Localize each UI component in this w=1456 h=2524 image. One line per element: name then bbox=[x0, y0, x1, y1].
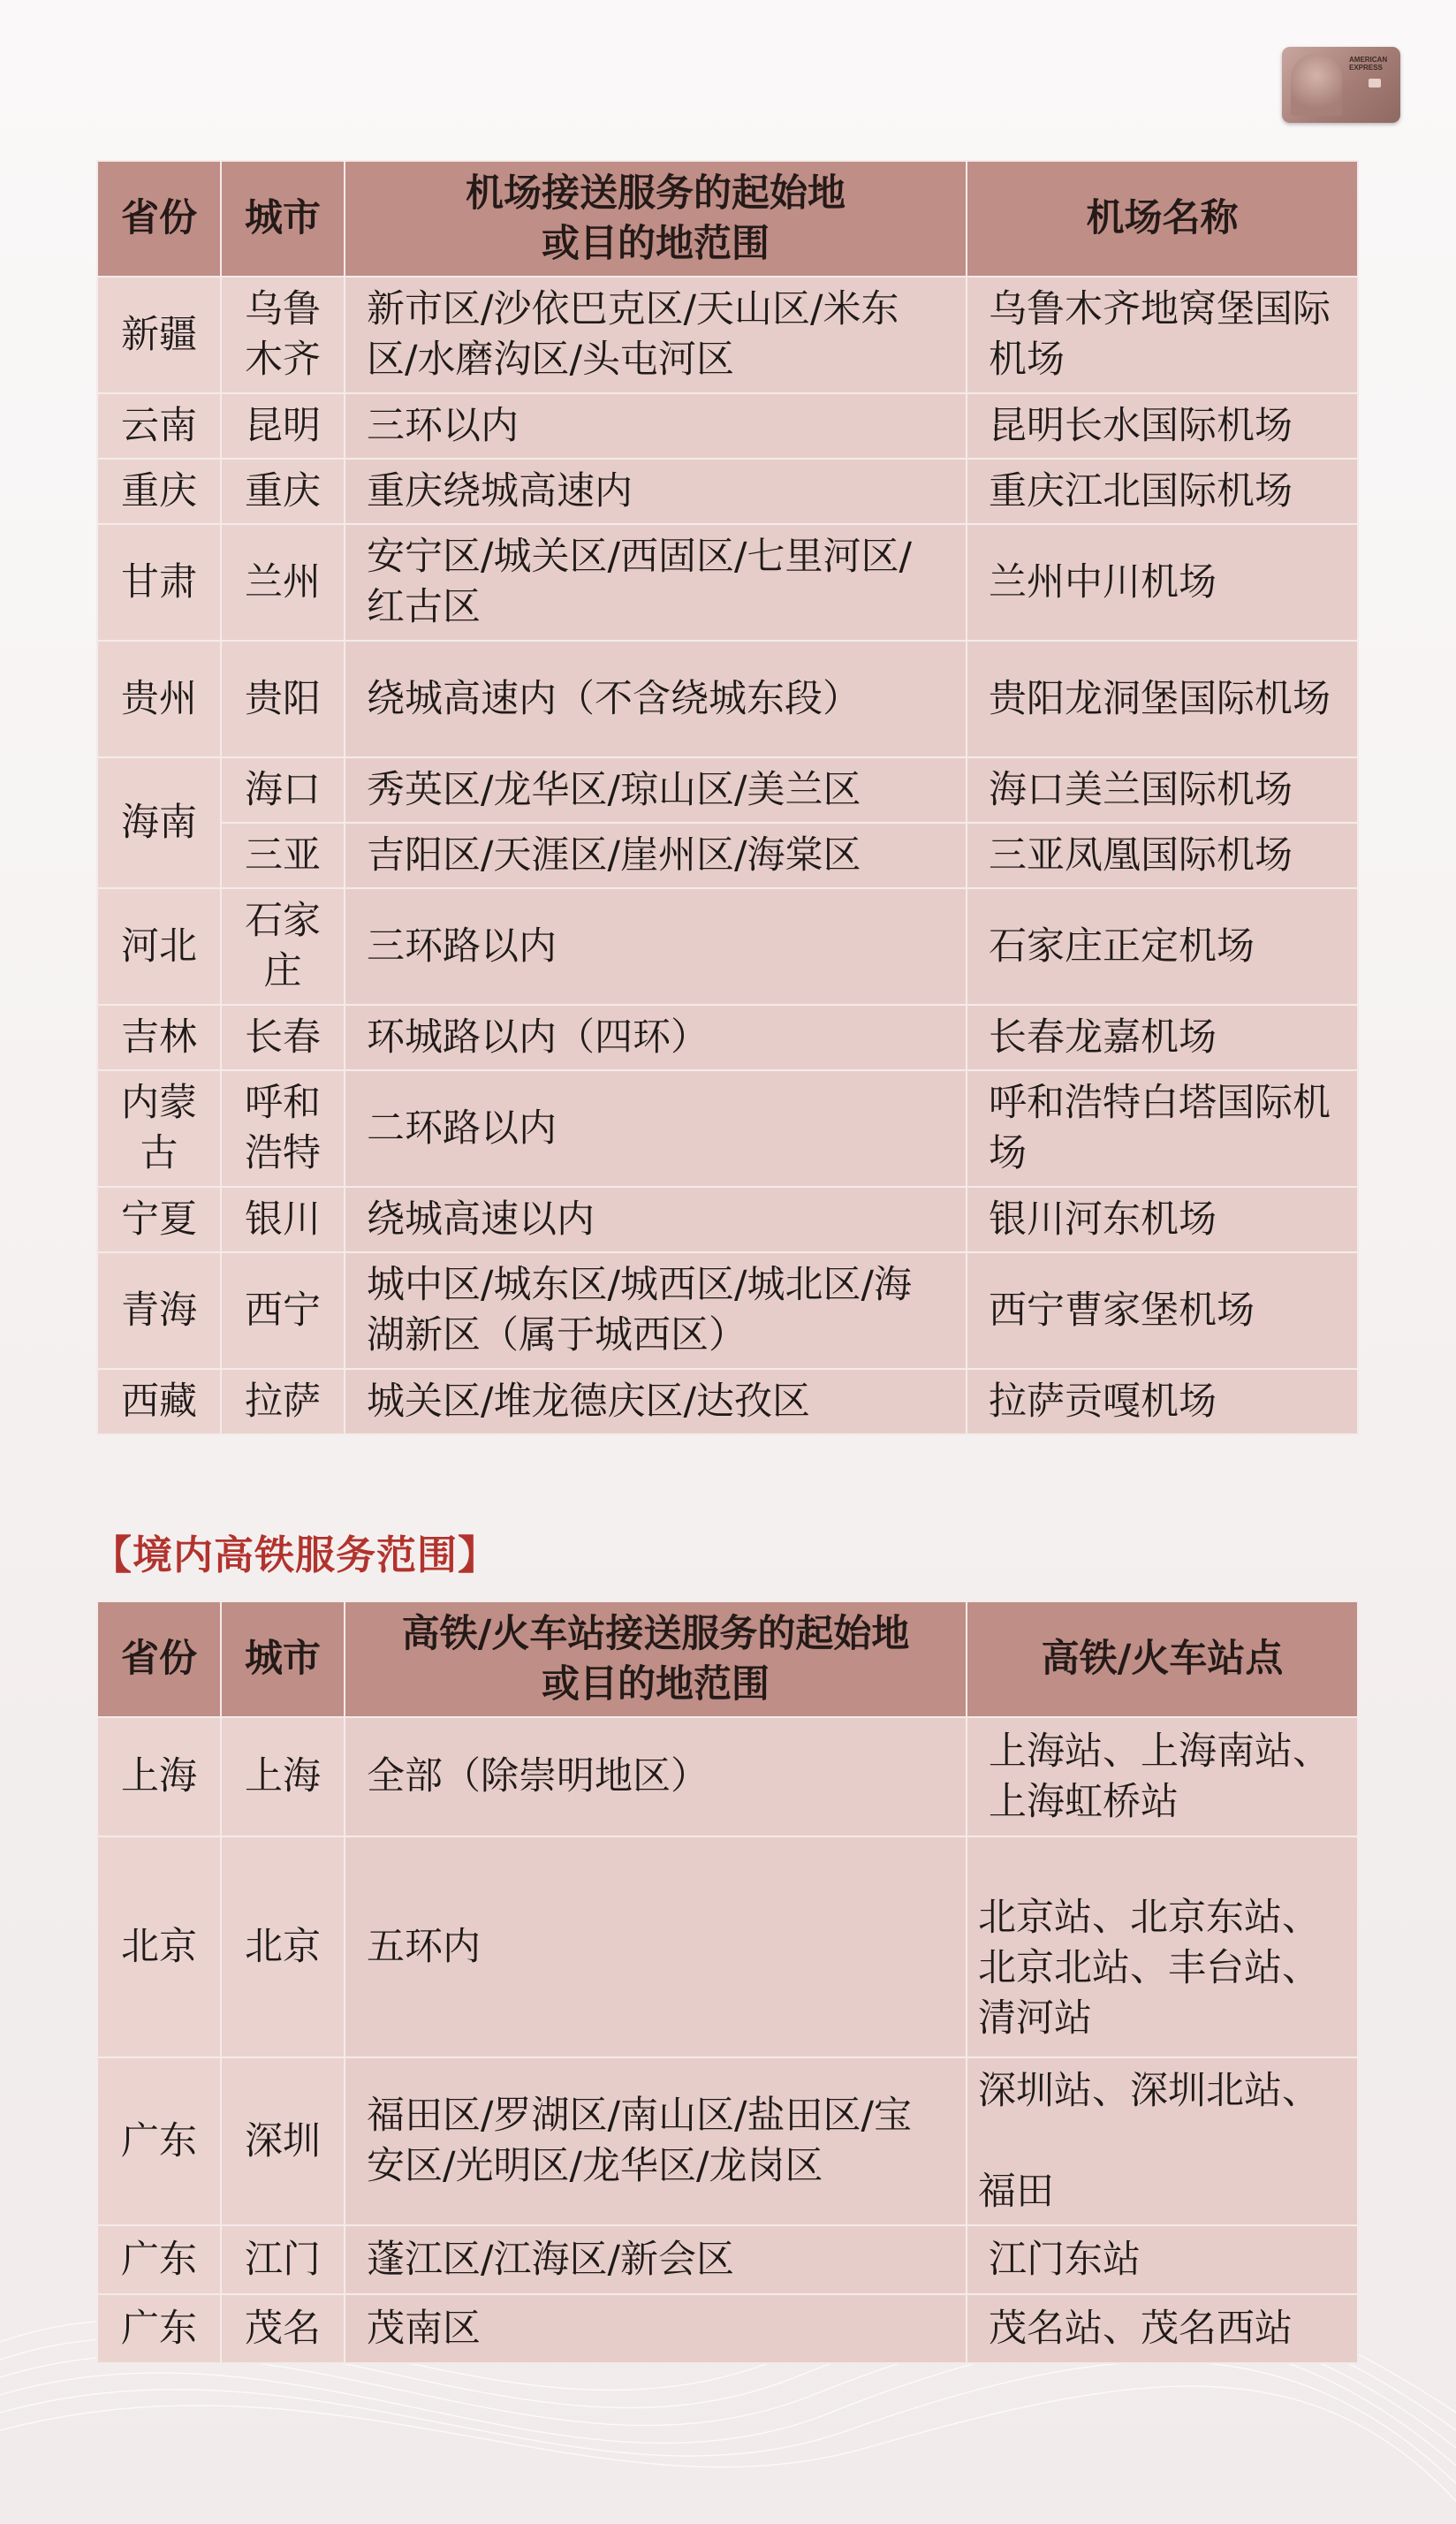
table-row bbox=[97, 757, 1358, 823]
cell-province: 海南 bbox=[97, 757, 221, 888]
cell-city: 深圳 bbox=[221, 2057, 345, 2225]
cell-area: 秀英区/龙华区/琼山区/美兰区 bbox=[345, 757, 967, 823]
cell-city: 昆明 bbox=[221, 393, 345, 459]
header-province: 省份 bbox=[97, 161, 221, 277]
cell-airport-name: 拉萨贡嘎机场 bbox=[967, 1369, 1358, 1434]
cell-city: 重庆 bbox=[221, 459, 345, 524]
table-row bbox=[97, 524, 1358, 641]
cell-province: 上海 bbox=[97, 1717, 221, 1836]
table-row bbox=[97, 277, 1358, 393]
cell-area: 蓬江区/江海区/新会区 bbox=[345, 2225, 967, 2294]
cell-province: 贵州 bbox=[97, 641, 221, 757]
cell-airport-name: 海口美兰国际机场 bbox=[967, 757, 1358, 823]
cell-airport-name: 昆明长水国际机场 bbox=[967, 393, 1358, 459]
table-row bbox=[97, 1369, 1358, 1434]
cell-city: 石家 庄 bbox=[221, 888, 345, 1005]
table-row bbox=[97, 1836, 1358, 2057]
cell-area: 绕城高速以内 bbox=[345, 1187, 967, 1252]
header-city: 城市 bbox=[221, 1601, 345, 1717]
cell-province: 吉林 bbox=[97, 1005, 221, 1070]
cell-province: 西藏 bbox=[97, 1369, 221, 1434]
card-logo: AMERICAN EXPRESS bbox=[1349, 56, 1388, 72]
table-row bbox=[97, 1187, 1358, 1252]
cell-province: 广东 bbox=[97, 2294, 221, 2363]
table-row bbox=[97, 1005, 1358, 1070]
cell-area: 环城路以内（四环） bbox=[345, 1005, 967, 1070]
cell-airport-name: 兰州中川机场 bbox=[967, 524, 1358, 641]
cell-province: 广东 bbox=[97, 2057, 221, 2225]
cell-city: 海口 bbox=[221, 757, 345, 823]
cell-area: 绕城高速内（不含绕城东段） bbox=[345, 641, 967, 757]
table-row bbox=[97, 888, 1358, 1005]
table-row bbox=[97, 2225, 1358, 2294]
cell-province: 青海 bbox=[97, 1252, 221, 1369]
cell-province: 云南 bbox=[97, 393, 221, 459]
cell-city: 北京 bbox=[221, 1836, 345, 2057]
cell-airport-name: 三亚凤凰国际机场 bbox=[967, 823, 1358, 888]
cell-area: 三环以内 bbox=[345, 393, 967, 459]
cell-city: 江门 bbox=[221, 2225, 345, 2294]
cell-airport-name: 贵阳龙洞堡国际机场 bbox=[967, 641, 1358, 757]
cell-airport-name: 银川河东机场 bbox=[967, 1187, 1358, 1252]
cell-area: 全部（除崇明地区） bbox=[345, 1717, 967, 1836]
cell-city: 西宁 bbox=[221, 1252, 345, 1369]
cell-area: 重庆绕城高速内 bbox=[345, 459, 967, 524]
cell-area: 福田区/罗湖区/南山区/盐田区/宝安区/光明区/龙华区/龙岗区 bbox=[345, 2057, 967, 2225]
cell-airport-name: 西宁曹家堡机场 bbox=[967, 1252, 1358, 1369]
table-row bbox=[97, 1070, 1358, 1187]
header-province: 省份 bbox=[97, 1601, 221, 1717]
card-portrait bbox=[1291, 54, 1342, 116]
header-airport-name: 机场名称 bbox=[967, 161, 1358, 277]
header-city: 城市 bbox=[221, 161, 345, 277]
cell-province: 河北 bbox=[97, 888, 221, 1005]
cell-city: 呼和 浩特 bbox=[221, 1070, 345, 1187]
airport-service-table bbox=[96, 160, 1359, 1435]
header-area: 高铁/火车站接送服务的起始地 或目的地范围 bbox=[345, 1601, 967, 1717]
cell-area: 新市区/沙依巴克区/天山区/米东区/水磨沟区/头屯河区 bbox=[345, 277, 967, 393]
cell-city: 乌鲁 木齐 bbox=[221, 277, 345, 393]
header-station: 高铁/火车站点 bbox=[967, 1601, 1358, 1717]
cell-province: 甘肃 bbox=[97, 524, 221, 641]
cell-city: 兰州 bbox=[221, 524, 345, 641]
cell-area: 城中区/城东区/城西区/城北区/海湖新区（属于城西区） bbox=[345, 1252, 967, 1369]
cell-city: 上海 bbox=[221, 1717, 345, 1836]
cell-province: 宁夏 bbox=[97, 1187, 221, 1252]
cell-province: 内蒙 古 bbox=[97, 1070, 221, 1187]
table-row bbox=[97, 823, 1358, 888]
rail-section-title: 【境内高铁服务范围】 bbox=[92, 1532, 499, 1578]
cell-province: 北京 bbox=[97, 1836, 221, 2057]
cell-airport-name: 呼和浩特白塔国际机场 bbox=[967, 1070, 1358, 1187]
cell-airport-name: 长春龙嘉机场 bbox=[967, 1005, 1358, 1070]
table-row bbox=[97, 641, 1358, 757]
cell-airport-name: 重庆江北国际机场 bbox=[967, 459, 1358, 524]
table-row bbox=[97, 1252, 1358, 1369]
cell-area: 安宁区/城关区/西固区/七里河区/红古区 bbox=[345, 524, 967, 641]
header-area: 机场接送服务的起始地 或目的地范围 bbox=[345, 161, 967, 277]
cell-area: 茂南区 bbox=[345, 2294, 967, 2363]
cell-province: 广东 bbox=[97, 2225, 221, 2294]
cell-province: 重庆 bbox=[97, 459, 221, 524]
cell-area: 吉阳区/天涯区/崖州区/海棠区 bbox=[345, 823, 967, 888]
cell-airport-name: 石家庄正定机场 bbox=[967, 888, 1358, 1005]
cell-station: 深圳站、深圳北站、 福田 bbox=[967, 2057, 1358, 2225]
card-chip-icon bbox=[1369, 79, 1381, 87]
cell-area: 五环内 bbox=[345, 1836, 967, 2057]
cell-city: 银川 bbox=[221, 1187, 345, 1252]
cell-city: 贵阳 bbox=[221, 641, 345, 757]
cell-province: 新疆 bbox=[97, 277, 221, 393]
cell-area: 城关区/堆龙德庆区/达孜区 bbox=[345, 1369, 967, 1434]
table-row bbox=[97, 1717, 1358, 1836]
table-row bbox=[97, 2294, 1358, 2363]
cell-city: 长春 bbox=[221, 1005, 345, 1070]
cell-city: 拉萨 bbox=[221, 1369, 345, 1434]
cell-station: 北京站、北京东站、 北京北站、丰台站、 清河站 bbox=[967, 1836, 1358, 2057]
cell-city: 三亚 bbox=[221, 823, 345, 888]
cell-area: 三环路以内 bbox=[345, 888, 967, 1005]
cell-station: 上海站、上海南站、 上海虹桥站 bbox=[967, 1717, 1358, 1836]
cell-station: 茂名站、茂名西站 bbox=[967, 2294, 1358, 2363]
cell-airport-name: 乌鲁木齐地窝堡国际机场 bbox=[967, 277, 1358, 393]
cell-city: 茂名 bbox=[221, 2294, 345, 2363]
cell-station: 江门东站 bbox=[967, 2225, 1358, 2294]
credit-card-image bbox=[1282, 47, 1400, 123]
cell-area: 二环路以内 bbox=[345, 1070, 967, 1187]
rail-service-table bbox=[96, 1600, 1359, 2364]
table-row bbox=[97, 459, 1358, 524]
table-row bbox=[97, 2057, 1358, 2225]
table-row bbox=[97, 393, 1358, 459]
